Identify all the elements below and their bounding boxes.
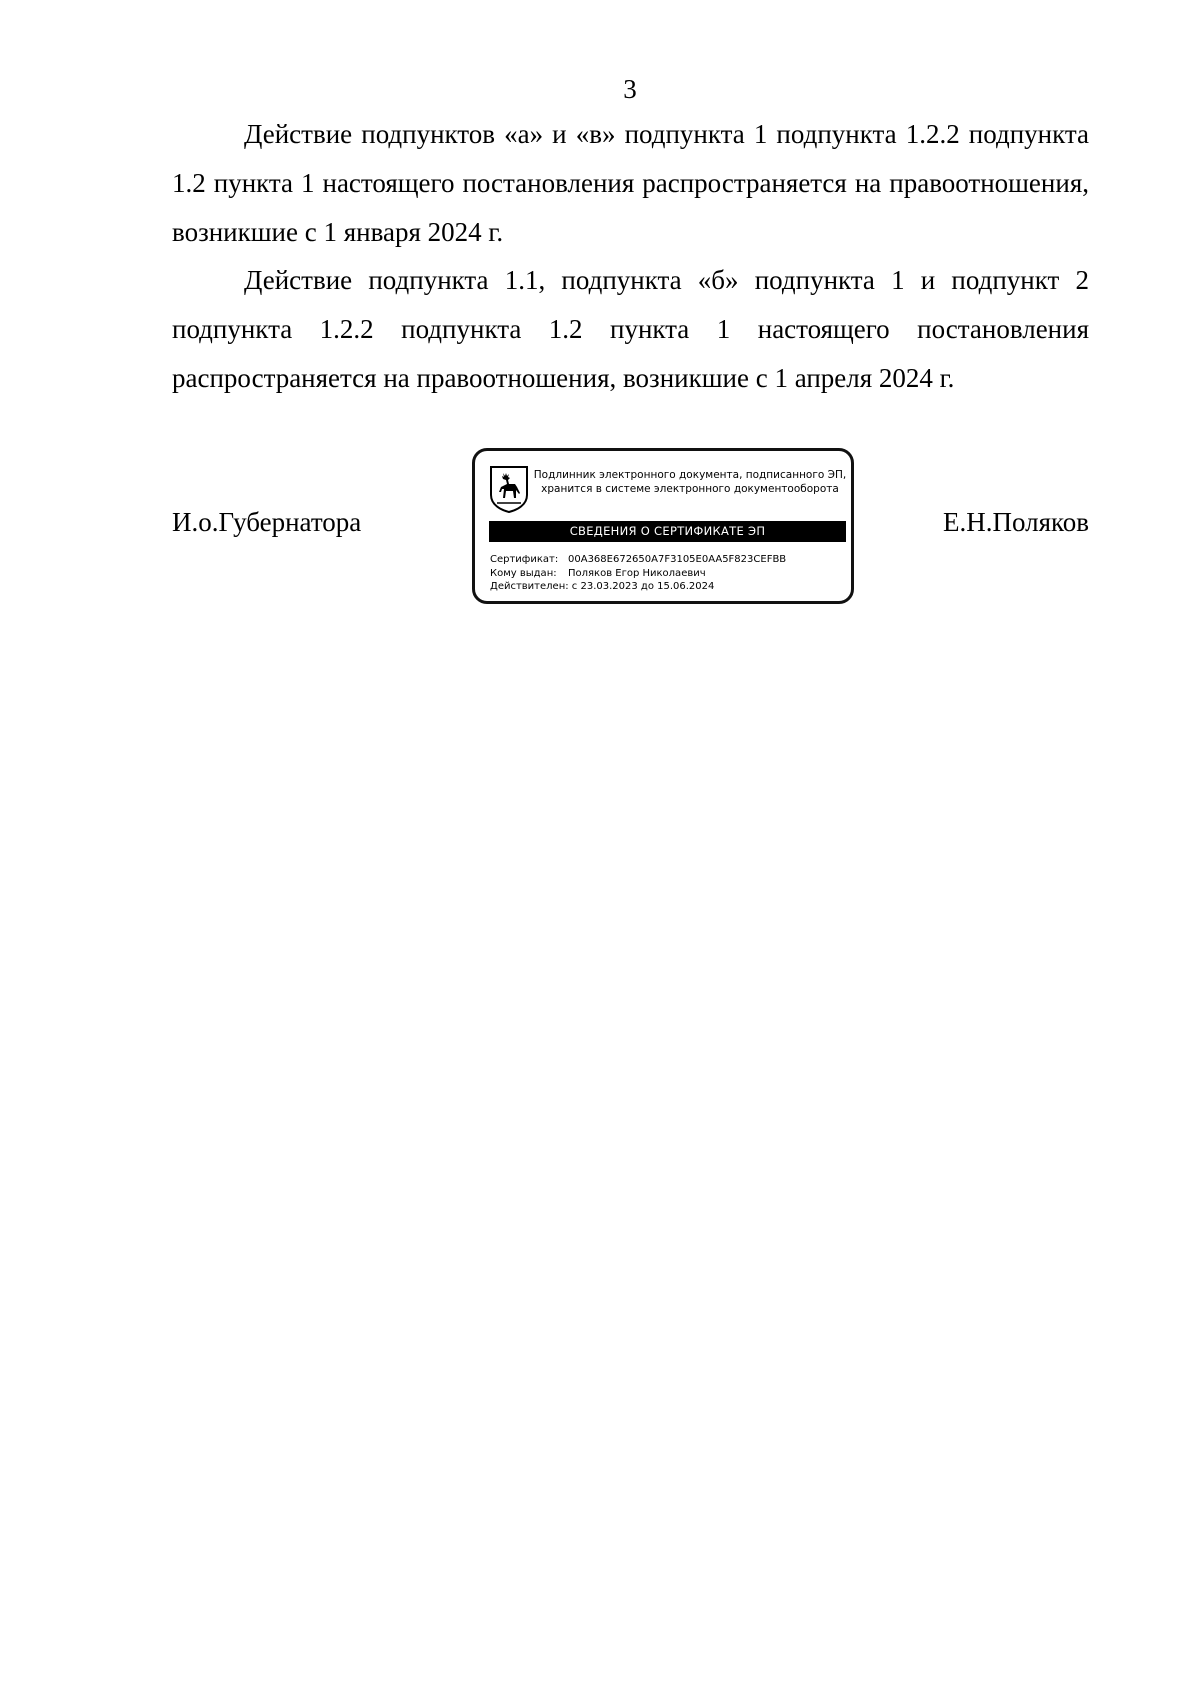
paragraph-1 <box>172 110 1089 257</box>
paragraph-2-text: Действие подпункта 1.1, подпункта «б» подпункта 1 и подпункт 2 подпункта 1.2.2 подпункта 1.2 пункта 1 настоящего постановления распространяется на правоотношения, возникшие с 1 апреля 2024 г. <box>172 265 1089 393</box>
stamp-header <box>533 468 847 496</box>
signatory-name: Е.Н.Поляков <box>942 507 1089 537</box>
certificate-value: 00A368E672650A7F3105E0AA5F823CEFBB <box>568 554 787 565</box>
deer-coat-of-arms-icon <box>489 465 529 513</box>
owner-label: Кому выдан: <box>490 567 557 579</box>
page-number: 3 <box>623 74 637 104</box>
stamp-header-line-1: Подлинник электронного документа, подписанного ЭП, <box>533 469 847 481</box>
owner-value: Поляков Егор Николаевич <box>568 567 706 579</box>
certificate-label: Сертификат: <box>490 554 559 565</box>
signatory-role: И.о.Губернатора <box>172 507 362 537</box>
electronic-signature-stamp <box>472 448 854 604</box>
paragraph-2 <box>172 256 1089 403</box>
stamp-header-line-2: хранится в системе электронного документооборота <box>541 483 839 495</box>
paragraph-1-text: Действие подпунктов «а» и «в» подпункта 1 подпункта 1.2.2 подпункта 1.2 пункта 1 настоящего постановления распространяется на правоотношения, возникшие с 1 января 2024 г. <box>172 119 1089 247</box>
certificate-row <box>490 553 786 567</box>
certificate-details <box>490 553 786 594</box>
validity-row: Действителен: с 23.03.2023 до 15.06.2024 <box>490 581 715 592</box>
owner-row <box>490 567 786 581</box>
certificate-info-bar: СВЕДЕНИЯ О СЕРТИФИКАТЕ ЭП <box>489 521 846 542</box>
